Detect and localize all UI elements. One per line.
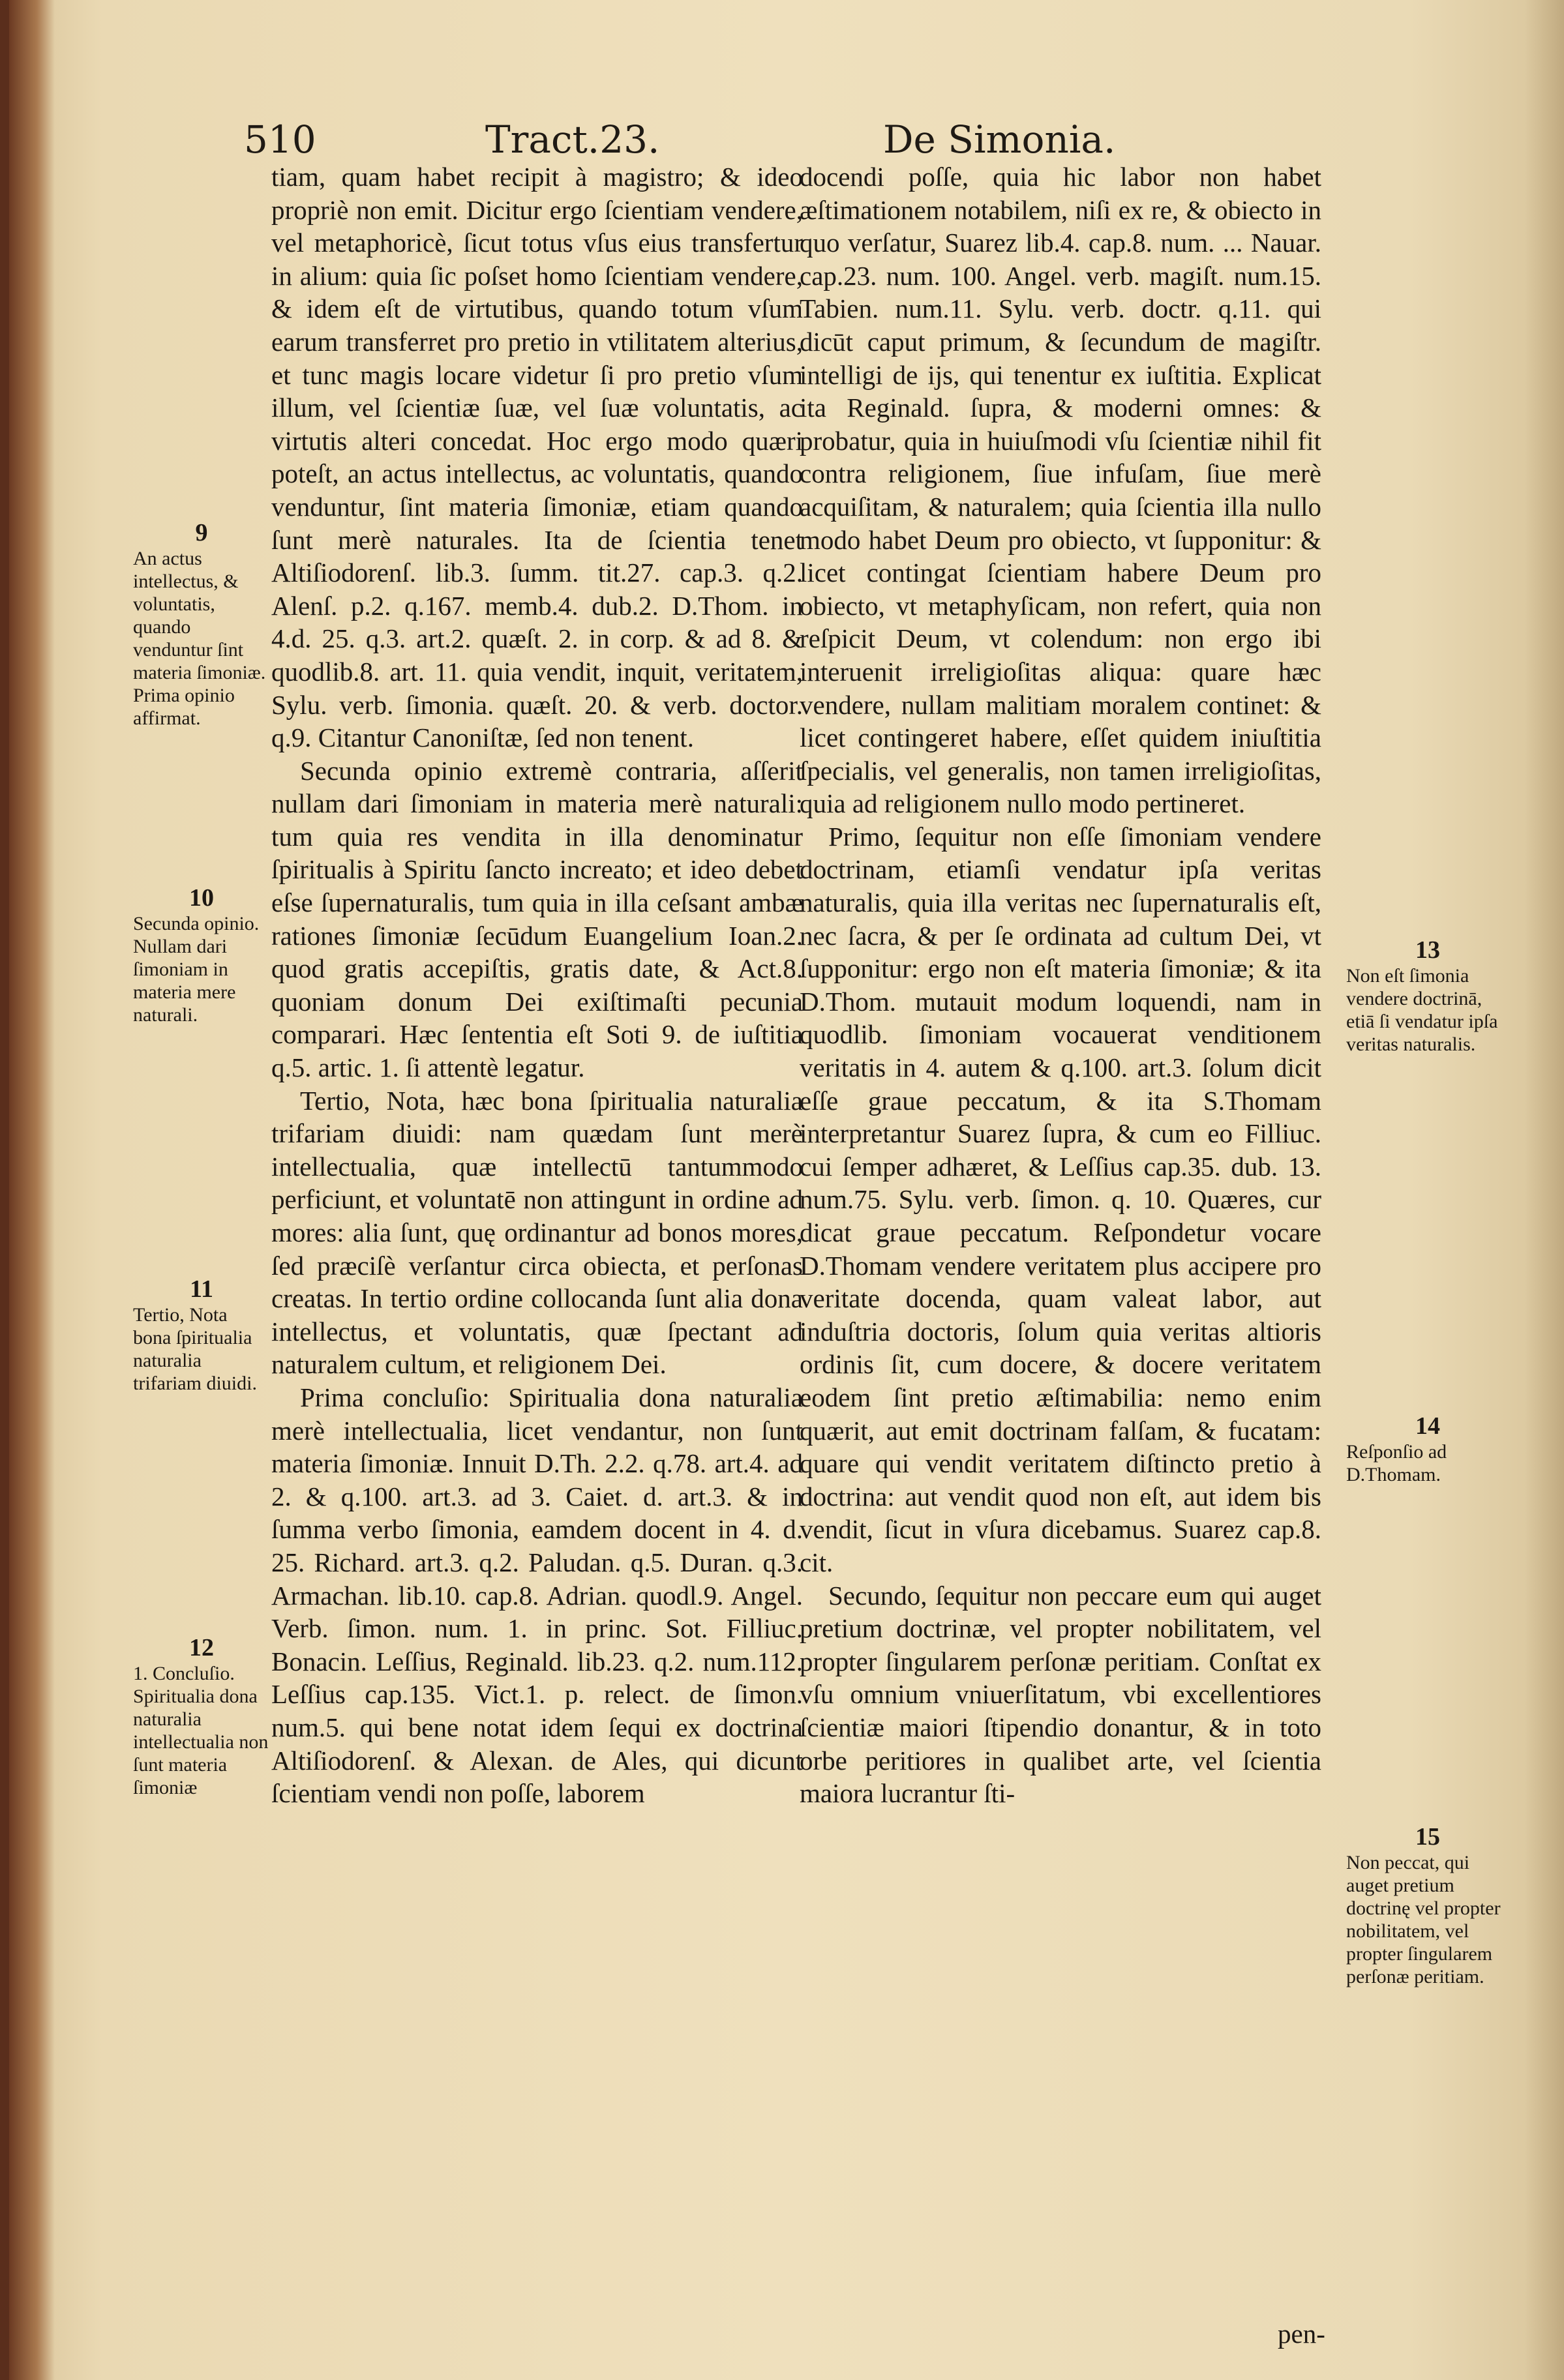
margin-note-15 — [1346, 1823, 1509, 1988]
paragraph: Secunda opinio extremè contraria, aſſerit nullam dari ſimoniam in materia merè naturali: tum quia res vendita in illa denominatur ſpiritualis à Spiritu ſancto increato; et ideo debet eſse ſupernaturalis, tum quia in illa ceſsant ambæ rationes ſimoniæ ſecūdum Euangelium Ioan.2. quod gratis accepiſtis, gratis date, & Act.8. quoniam donum Dei exiſtimaſti pecunia comparari. Hæc ſententia eſt Soti 9. de iuſtitia q.5. artic. 1. ſi attentè legatur. — [271, 755, 803, 1083]
page-binding — [9, 0, 55, 2380]
note-text: Reſponſio ad D.Thomam. — [1346, 1441, 1447, 1485]
note-number: 13 — [1415, 936, 1440, 964]
paragraph: Secundo, ſequitur non peccare eum qui auget pretium doctrinæ, vel propter nobilitatem, vel propter ſingularem perſonæ peritiam. Conſtat ex vſu omnium vniuerſitatum, vbi excellentiores ſcientiæ maiori ſtipendio donantur, & in toto orbe peritiores in qualibet arte, vel ſcientia maiora lucrantur ſti- — [800, 1580, 1321, 1809]
page-number: 510 — [244, 117, 316, 162]
right-text-column — [800, 160, 1321, 1810]
note-number: 9 — [195, 519, 208, 546]
note-text: Non eſt ſimonia vendere doctrinā, etiā ſi vendatur ipſa veritas naturalis. — [1346, 965, 1498, 1055]
left-text-column — [271, 160, 803, 1810]
note-text: An actus intellectus, & voluntatis, quando venduntur ſint materia ſimoniæ. Prima opinio affirmat. — [133, 548, 266, 729]
book-page — [9, 0, 1564, 2380]
paragraph: docendi poſſe, quia hic labor non habet æſtimationem notabilem, niſi ex re, & obiecto in quo verſatur, Suarez lib.4. cap.8. num. ... Nauar. cap.23. num. 100. Angel. verb. magiſt. num.15. Tabien. num.11. Sylu. verb. doctr. q.11. qui dicūt caput primum, & ſecundum de magiſtr. intelligi de ijs, qui tenentur ex iuſtitia. Explicat ita Reginald. ſupra, & moderni omnes: & probatur, quia in huiuſmodi vſu ſcientiæ nihil fit contra religionem, ſiue infuſam, ſiue merè acquiſitam, & naturalem; quia ſcientia illa nullo modo habet Deum pro obiecto, vt ſupponitur: & licet contingat ſcientiam habere Deum pro obiecto, vt metaphyſicam, non refert, quia non reſpicit Deum, vt colendum: non ergo ibi interuenit irreligioſitas aliqua: quare hæc vendere, nullam malitiam moralem continet: & licet contingeret habere, eſſet quidem iniuſtitia ſpecialis, vel generalis, non tamen irreligioſitas, quia ad religionem nullo modo pertineret. — [800, 162, 1321, 819]
margin-note-10 — [133, 884, 270, 1026]
paragraph: Prima concluſio: Spiritualia dona naturalia merè intellectualia, licet vendantur, non ſunt materia ſimoniæ. Innuit D.Th. 2.2. q.78. art.4. ad 2. & q.100. art.3. ad 3. Caiet. d. art.3. & in ſumma verbo ſimonia, eamdem docent in 4. d. 25. Richard. art.3. q.2. Paludan. q.5. Duran. q.3. Armachan. lib.10. cap.8. Adrian. quodl.9. Angel. Verb. ſimon. num. 1. in princ. Sot. Filliuc. Bonacin. Leſſius, Reginald. lib.23. q.2. num.112. Leſſius cap.135. Vict.1. p. relect. de ſimon. num.5. qui bene notat idem ſequi ex doctrina Altiſiodorenſ. & Alexan. de Ales, qui dicunt ſcientiam vendi non poſſe, laborem — [271, 1382, 803, 1809]
margin-note-14 — [1346, 1412, 1509, 1486]
margin-note-11 — [133, 1275, 270, 1395]
note-number: 14 — [1415, 1412, 1440, 1440]
note-text: Secunda opinio. Nullam dari ſimoniam in materia mere naturali. — [133, 913, 260, 1026]
note-text: Non peccat, qui auget pretium doctrinę vel propter nobilitatem, vel propter ſingularem perſonæ peritiam. — [1346, 1852, 1501, 1987]
paragraph: Primo, ſequitur non eſſe ſimoniam vendere doctrinam, etiamſi vendatur ipſa veritas naturalis, quia illa veritas nec ſupernaturalis eſt, nec ſacra, & per ſe ordinata ad cultum Dei, vt ſupponitur: ergo non eſt materia ſimoniæ; & ita D.Thom. mutauit modum loquendi, nam in quodlib. ſimoniam vocauerat venditionem veritatis in 4. autem & q.100. art.3. ſolum dicit eſſe graue peccatum, & ita S.Thomam interpretantur Suarez ſupra, & cum eo Filliuc. cui ſemper adhæret, & Leſſius cap.35. dub. 13. num.75. Sylu. verb. ſimon. q. 10. Quæres, cur dicat graue peccatum. Reſpondetur vocare D.Thomam vendere veritatem plus accipere pro veritate docenda, quam valeat labor, aut induſtria doctoris, ſolum quia veritas altioris ordinis ſit, cum docere, & docere veritatem eodem ſint pretio æſtimabilia: nemo enim quærit, aut emit doctrinam falſam, & fucatam: quare qui vendit veritatem diſtincto pretio à doctrina: aut vendit quod non eſt, aut idem bis vendit, ſicut in vſura dicebamus. Suarez cap.8. cit. — [800, 821, 1321, 1577]
note-text: 1. Concluſio. Spiritualia dona naturalia intellectualia non ſunt materia ſimoniæ — [133, 1663, 269, 1798]
note-number: 11 — [190, 1275, 213, 1303]
margin-note-13 — [1346, 936, 1509, 1056]
running-head-left: Tract.23. — [485, 117, 660, 162]
note-number: 10 — [189, 884, 214, 912]
note-text: Tertio, Nota bona ſpiritualia naturalia trifariam diuidi. — [133, 1304, 257, 1394]
note-number: 15 — [1415, 1823, 1440, 1851]
margin-note-9 — [133, 519, 270, 730]
running-head-right: De Simonia. — [883, 117, 1116, 162]
paragraph: tiam, quam habet recipit à magistro; & ideo propriè non emit. Dicitur ergo ſcientiam vendere, vel metaphoricè, ſicut totus vſus eius transfertur in alium: quia ſic poſset homo ſcientiam vendere, & idem eſt de virtutibus, quando totum vſum earum transferret pro pretio in vtilitatem alterius, et tunc magis locare videtur ſi pro pretio vſum illum, vel ſcientiæ ſuæ, vel ſuæ voluntatis, ac virtutis alteri concedat. Hoc ergo modo quæri poteſt, an actus intellectus, ac voluntatis, quando venduntur, ſint materia ſimoniæ, etiam quando ſunt merè naturales. Ita de ſcientia tenet Altiſiodorenſ. lib.3. ſumm. tit.27. cap.3. q.2. Alenſ. p.2. q.167. memb.4. dub.2. D.Thom. in 4.d. 25. q.3. art.2. quæſt. 2. in corp. & ad 8. & quodlib.8. art. 11. quia vendit, inquit, veritatem, Sylu. verb. ſimonia. quæſt. 20. & verb. doctor. q.9. Citantur Canoniſtæ, ſed non tenent. — [271, 162, 803, 753]
margin-note-12 — [133, 1634, 270, 1799]
catchword: pen- — [1278, 2319, 1325, 2349]
paragraph: Tertio, Nota, hæc bona ſpiritualia naturalia trifariam diuidi: nam quædam ſunt merè intellectualia, quæ intellectū tantummodo perficiunt, et voluntatē non attingunt in ordine ad mores: alia ſunt, quę ordinantur ad bonos mores, ſed præciſè verſantur circa obiecta, et perſonas creatas. In tertio ordine collocanda ſunt alia dona intellectus, et voluntatis, quæ ſpectant ad naturalem cultum, et religionem Dei. — [271, 1085, 803, 1380]
note-number: 12 — [189, 1634, 214, 1661]
page-edge-shadow — [1525, 0, 1564, 2380]
